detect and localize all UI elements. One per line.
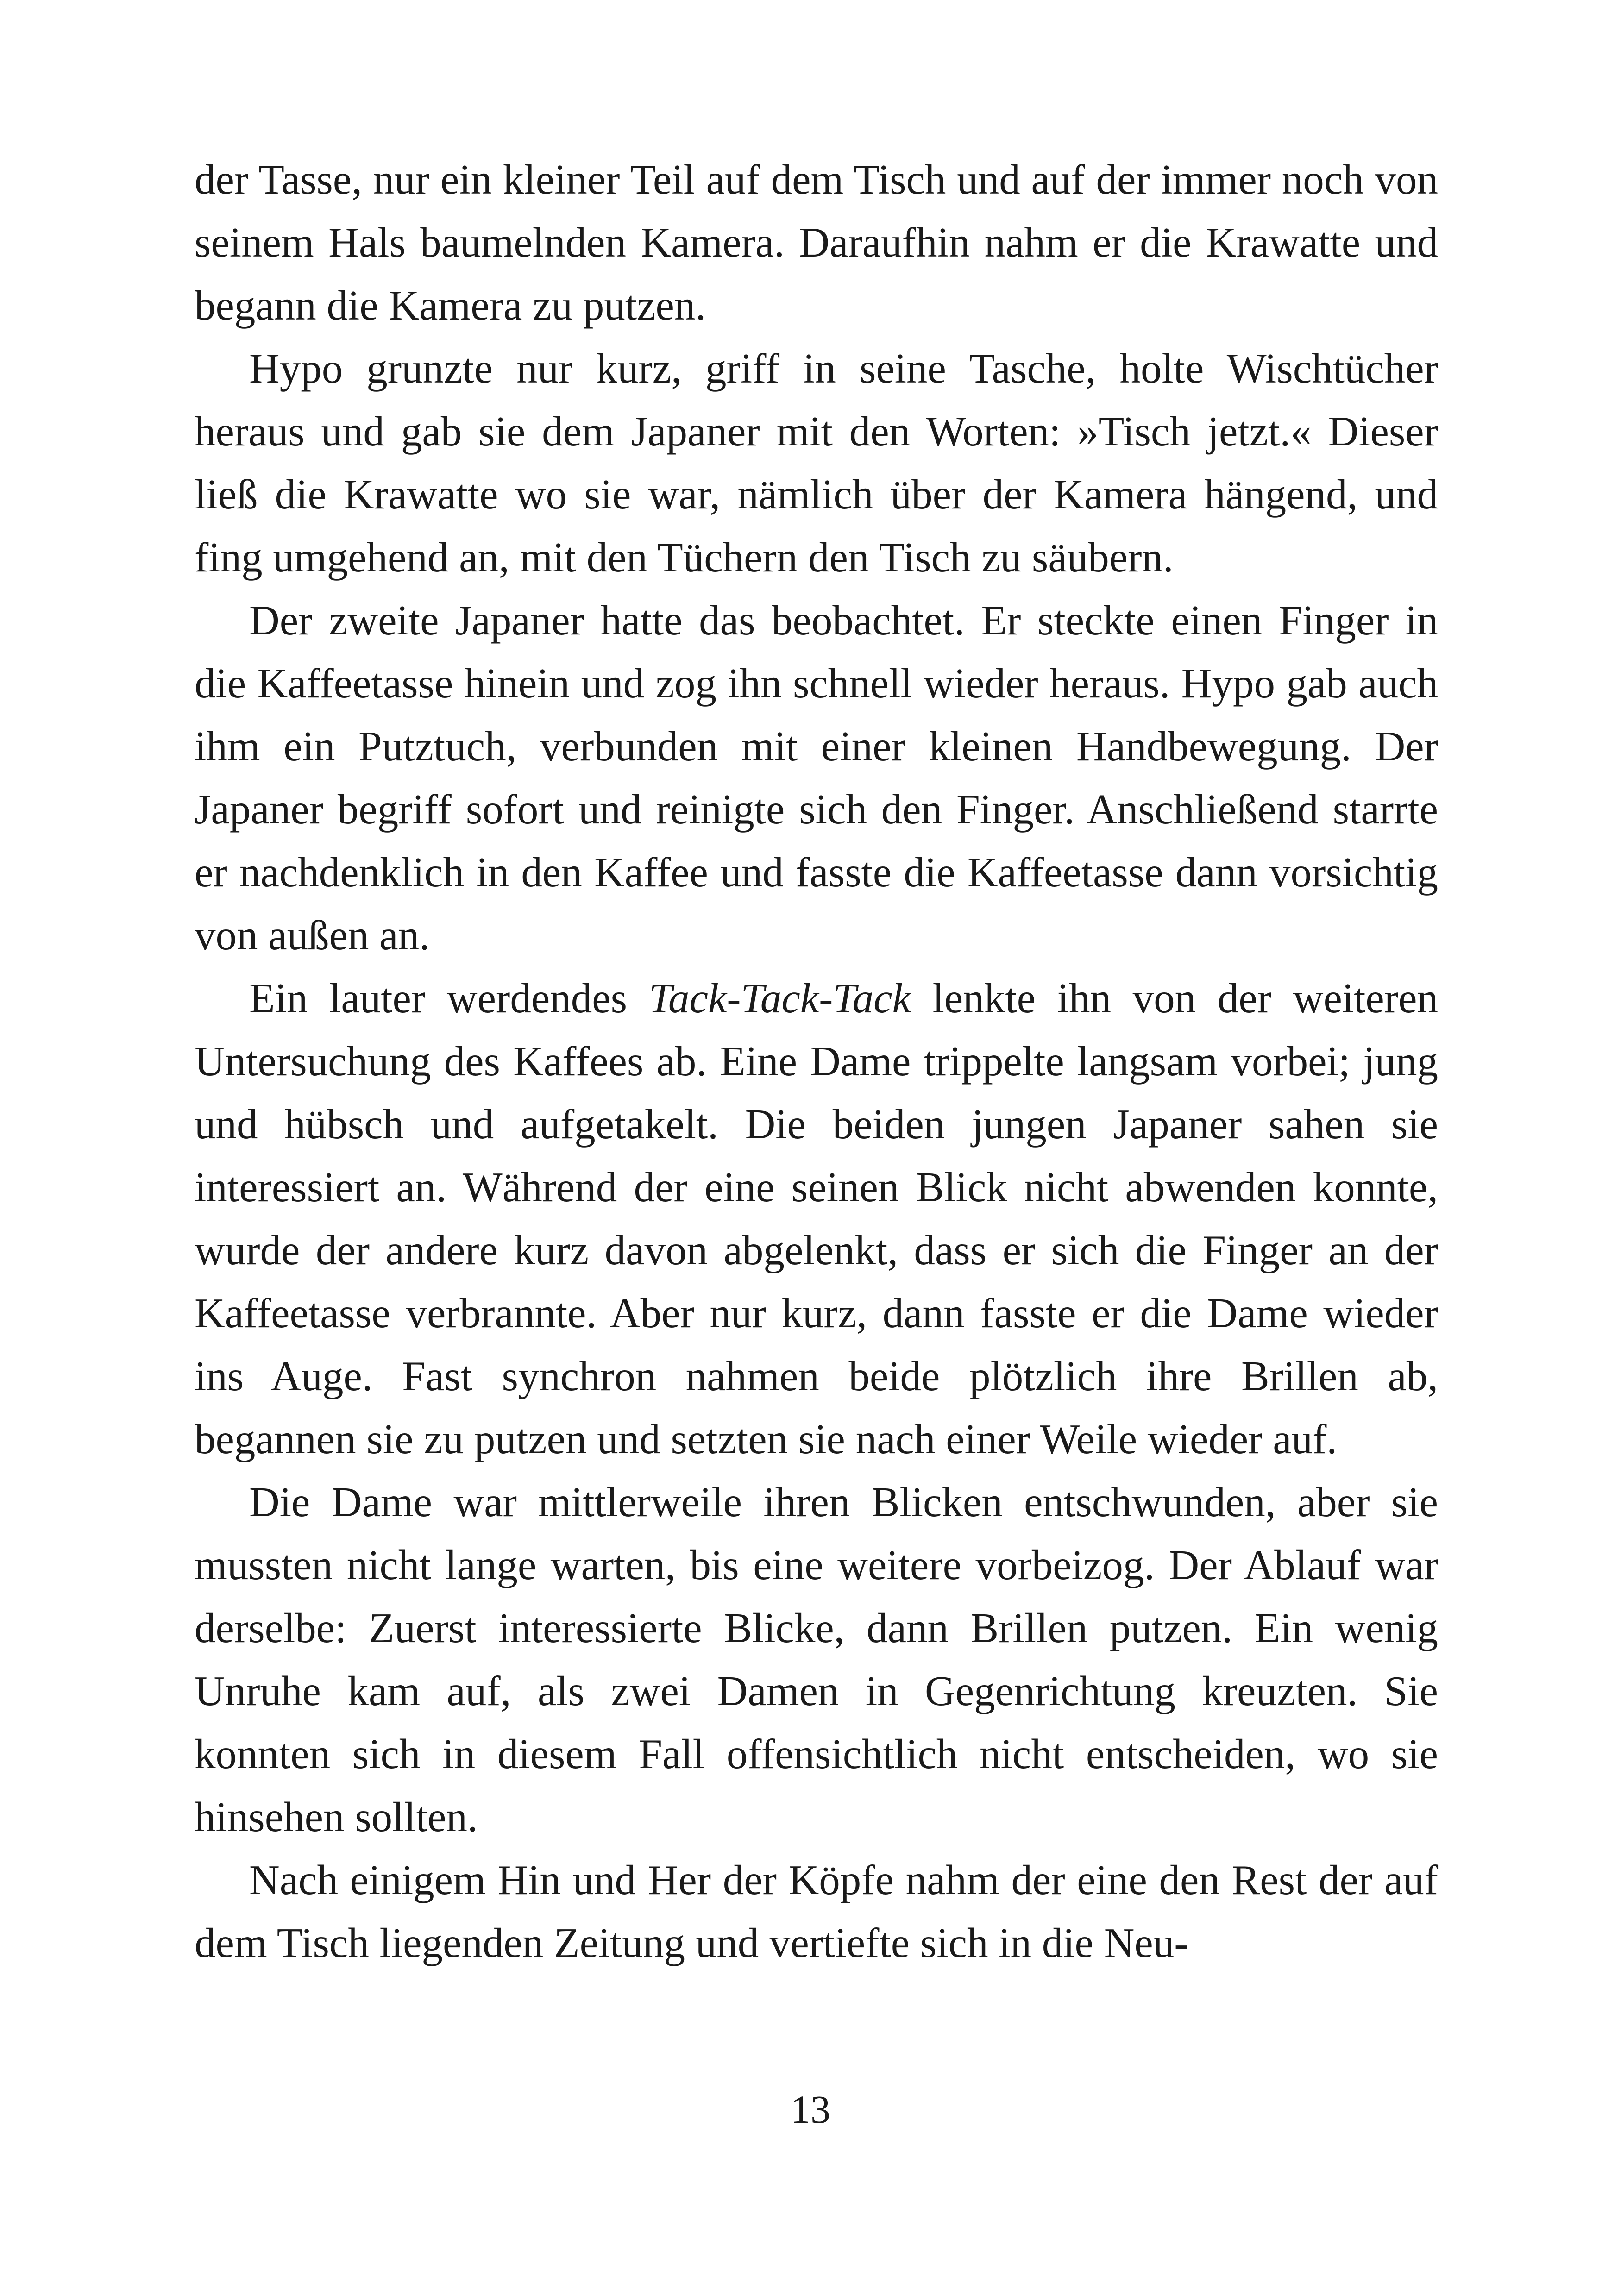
paragraph [195, 337, 1438, 589]
paragraph [195, 148, 1438, 337]
paragraph-text: Der zweite Japaner hatte das beobachtet. Er steckte einen Finger in die Kaffeetasse hinein und zog ihn schnell wieder heraus. Hypo gab auch ihm ein Putztuch, verbunden mit einer kleinen Handbewegung. Der Japaner begriff sofort und reinigte sich den Finger. Anschließend starrte er nachdenklich in den Kaffee und fasste die Kaffeetasse dann vorsichtig von außen an. [195, 597, 1438, 959]
paragraph-text: der Tasse, nur ein kleiner Teil auf dem Tisch und auf der immer noch von seinem Hals baumelnden Kamera. Daraufhin nahm er die Krawatte und begann die Kamera zu putzen. [195, 156, 1438, 329]
paragraph-text: lenkte ihn von der weiteren Untersuchung des Kaffees ab. Eine Dame trippelte langsam vorbei; jung und hübsch und aufgetakelt. Die beiden jungen Japaner sahen sie interessiert an. Während der eine seinen Blick nicht abwenden konnte, wurde der andere kurz davon abgelenkt, dass er sich die Finger an der Kaffeetasse verbrannte. Aber nur kurz, dann fasste er die Dame wieder ins Auge. Fast synchron nahmen beide plötzlich ihre Brillen ab, begannen sie zu putzen und setzten sie nach einer Weile wieder auf. [195, 975, 1438, 1462]
paragraph [195, 589, 1438, 967]
paragraph-text: Ein lauter werdendes [249, 975, 649, 1022]
paragraph [195, 967, 1438, 1471]
italic-text: Tack-Tack-Tack [648, 975, 911, 1022]
page-number: 13 [791, 2087, 830, 2132]
paragraph-text: Hypo grunzte nur kurz, griff in seine Tasche, holte Wischtücher heraus und gab sie dem Japaner mit den Worten: »Tisch jetzt.« Dieser ließ die Krawatte wo sie war, nämlich über der Kamera hängend, und fing umgehend an, mit den Tüchern den Tisch zu säubern. [195, 345, 1438, 581]
paragraph [195, 1849, 1438, 1975]
paragraph-text: Nach einigem Hin und Her der Köpfe nahm der eine den Rest der auf dem Tisch liegenden Zeitung und vertiefte sich in die Neu- [195, 1857, 1438, 1966]
body-text [195, 148, 1438, 1975]
paragraph-text: Die Dame war mittlerweile ihren Blicken entschwunden, aber sie mussten nicht lange warten, bis eine weitere vorbeizog. Der Ablauf war derselbe: Zuerst interessierte Blicke, dann Brillen putzen. Ein wenig Unruhe kam auf, als zwei Damen in Gegenrichtung kreuzten. Sie konnten sich in diesem Fall offensichtlich nicht entscheiden, wo sie hinsehen sollten. [195, 1479, 1438, 1840]
paragraph [195, 1471, 1438, 1849]
